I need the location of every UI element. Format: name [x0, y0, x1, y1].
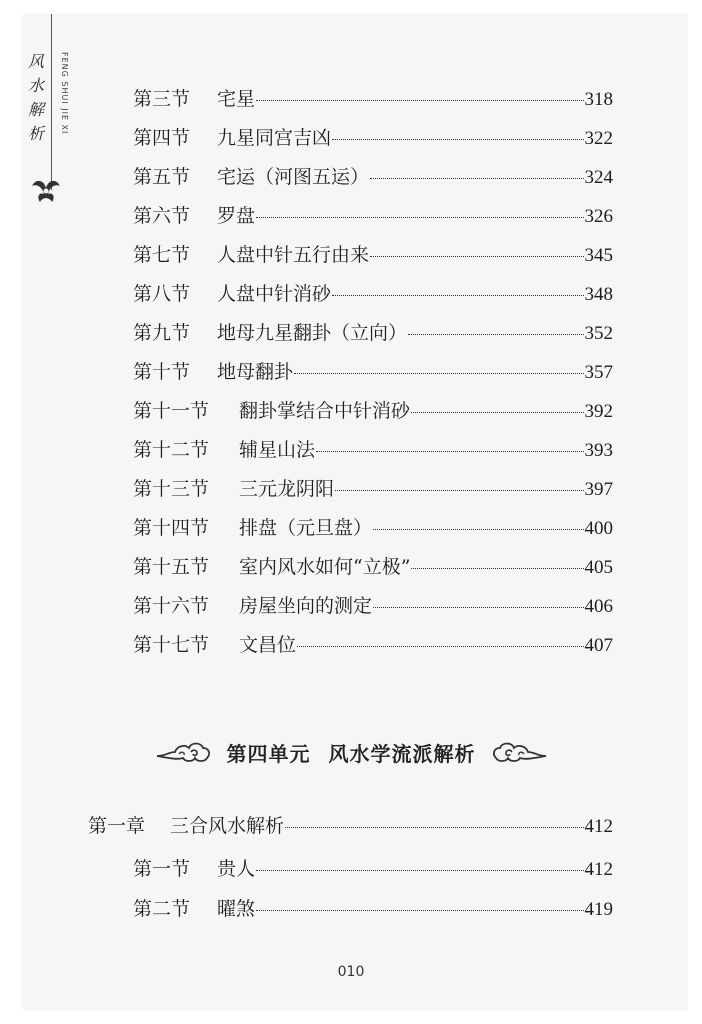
toc-entry[interactable] — [133, 281, 613, 307]
toc-entry-number: 第十二节 — [133, 439, 210, 461]
page-margin-left — [0, 0, 22, 1024]
toc-entry-page: 405 — [584, 557, 613, 578]
toc-leader-dots — [373, 528, 583, 530]
toc-entry-title: 宅运（河图五运） — [217, 166, 370, 188]
toc-entry-page: 393 — [584, 440, 613, 461]
toc-entry-number: 第七节 — [133, 244, 191, 266]
toc-leader-dots — [316, 450, 583, 452]
toc-entry[interactable] — [133, 554, 613, 580]
toc-entry-title: 翻卦掌结合中针消砂 — [239, 400, 411, 422]
toc-entry-number: 第十七节 — [133, 634, 210, 656]
toc-leader-dots — [256, 216, 583, 218]
toc-entry-page: 352 — [584, 323, 613, 344]
toc-entry-page: 326 — [584, 206, 613, 227]
toc-entry-number: 第八节 — [133, 283, 191, 305]
page-margin-right — [688, 0, 702, 1024]
toc-entry-number: 第十三节 — [133, 478, 210, 500]
cloud-ornament-left-icon — [155, 738, 213, 766]
toc-entry[interactable] — [133, 86, 613, 112]
toc-leader-dots — [256, 909, 583, 911]
toc-entry-title: 三合风水解析 — [170, 815, 285, 837]
toc-chapter-entry[interactable] — [88, 813, 613, 839]
toc-entry-number: 第二节 — [133, 898, 191, 920]
toc-entry[interactable] — [133, 896, 613, 922]
page-margin-top — [0, 0, 702, 14]
sidebar-title-char: 风 — [27, 52, 44, 71]
toc-entry-page: 412 — [584, 859, 613, 880]
unit-name: 风水学流派解析 — [328, 741, 476, 766]
sidebar-title-char: 析 — [27, 124, 44, 143]
toc-entry-title: 三元龙阴阳 — [239, 478, 335, 500]
toc-leader-dots — [335, 489, 583, 491]
toc-entry-page: 322 — [584, 128, 613, 149]
toc-entry-number: 第一章 — [88, 815, 146, 837]
toc-entry-number: 第九节 — [133, 322, 191, 344]
toc-entry-number: 第四节 — [133, 127, 191, 149]
toc-entry-page: 400 — [584, 518, 613, 539]
sidebar-book-title — [26, 50, 46, 146]
toc-entry-title: 房屋坐向的测定 — [239, 595, 373, 617]
toc-entry[interactable] — [133, 125, 613, 151]
page-number: 010 — [337, 964, 365, 980]
toc-leader-dots — [370, 177, 583, 179]
toc-entry-title: 曜煞 — [217, 898, 256, 920]
toc-entry-page: 412 — [584, 816, 613, 837]
toc-entry[interactable] — [133, 632, 613, 658]
toc-entry[interactable] — [133, 593, 613, 619]
sidebar-rule — [51, 14, 52, 190]
toc-leader-dots — [294, 372, 583, 374]
toc-entry[interactable] — [133, 359, 613, 385]
toc-leader-dots — [373, 606, 583, 608]
toc-entry-number: 第十五节 — [133, 556, 210, 578]
toc-leader-dots — [411, 567, 583, 569]
toc-entry-title: 宅星 — [217, 88, 256, 110]
toc-entry-title: 地母翻卦 — [217, 361, 294, 383]
sidebar-title-char: 水 — [27, 76, 44, 95]
toc-entry-page: 324 — [584, 167, 613, 188]
cloud-emblem-icon — [28, 176, 64, 206]
toc-leader-dots — [332, 138, 583, 140]
toc-leader-dots — [411, 411, 583, 413]
toc-entry-number: 第十一节 — [133, 400, 210, 422]
toc-entry-number: 第十六节 — [133, 595, 210, 617]
toc-entry-number: 第三节 — [133, 88, 191, 110]
toc-entry-title: 辅星山法 — [239, 439, 316, 461]
toc-entry-number: 第六节 — [133, 205, 191, 227]
sidebar-pinyin: FENG SHUI JIE XI — [60, 52, 69, 135]
toc-entry[interactable] — [133, 164, 613, 190]
toc-entry-page: 345 — [584, 245, 613, 266]
toc-entry-title: 人盘中针五行由来 — [217, 244, 370, 266]
toc-entry[interactable] — [133, 476, 613, 502]
toc-leader-dots — [370, 255, 583, 257]
unit-title — [227, 738, 476, 767]
toc-entry-page: 419 — [584, 899, 613, 920]
toc-entry-number: 第一节 — [133, 858, 191, 880]
toc-entry-number: 第五节 — [133, 166, 191, 188]
toc-leader-dots — [256, 869, 583, 871]
toc-entry[interactable] — [133, 515, 613, 541]
toc-entry-title: 贵人 — [217, 858, 256, 880]
toc-entry-title: 地母九星翻卦（立向） — [217, 322, 408, 344]
toc-entry-page: 392 — [584, 401, 613, 422]
toc-entry[interactable] — [133, 203, 613, 229]
toc-leader-dots — [256, 99, 583, 101]
toc-entry-title: 文昌位 — [239, 634, 297, 656]
toc-entry-page: 318 — [584, 89, 613, 110]
toc-entry-title: 室内风水如何“立极” — [239, 556, 411, 578]
toc-entry-page: 357 — [584, 362, 613, 383]
page-margin-bottom — [0, 1010, 702, 1024]
toc-entry-page: 348 — [584, 284, 613, 305]
toc-leader-dots — [297, 645, 583, 647]
toc-entry-page: 406 — [584, 596, 613, 617]
toc-entry-title: 排盘（元旦盘） — [239, 517, 373, 539]
toc-entry[interactable] — [133, 398, 613, 424]
sidebar-title-char: 解 — [27, 100, 44, 119]
unit-label: 第四单元 — [226, 741, 311, 766]
toc-entry-page: 397 — [584, 479, 613, 500]
cloud-ornament-right-icon — [490, 738, 548, 766]
toc-entry[interactable] — [133, 856, 613, 882]
toc-entry-title: 人盘中针消砂 — [217, 283, 332, 305]
toc-entry[interactable] — [133, 320, 613, 346]
toc-entry[interactable] — [133, 437, 613, 463]
unit-heading — [0, 732, 702, 772]
toc-entry-number: 第十节 — [133, 361, 191, 383]
toc-entry-title: 罗盘 — [217, 205, 256, 227]
toc-leader-dots — [408, 333, 583, 335]
toc-entry-number: 第十四节 — [133, 517, 210, 539]
toc-leader-dots — [285, 826, 583, 828]
toc-leader-dots — [332, 294, 583, 296]
toc-entry-page: 407 — [584, 635, 613, 656]
toc-entry[interactable] — [133, 242, 613, 268]
toc-entry-title: 九星同宫吉凶 — [217, 127, 332, 149]
